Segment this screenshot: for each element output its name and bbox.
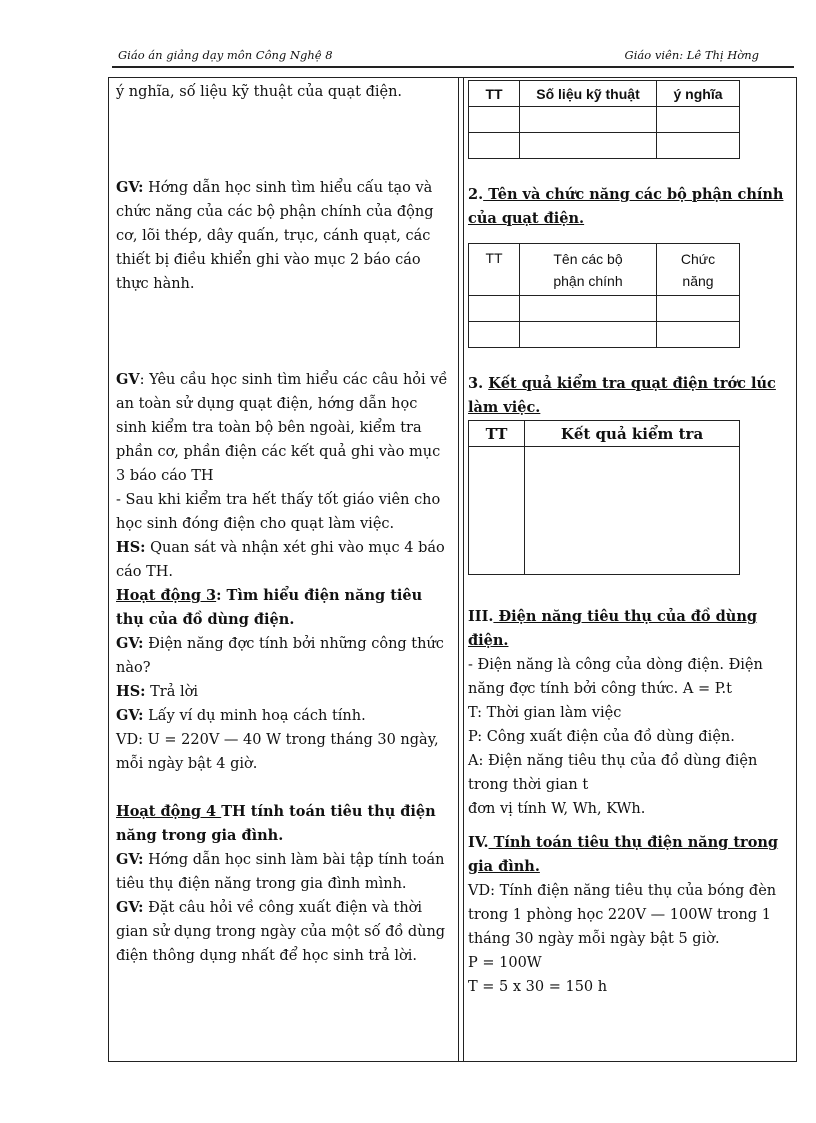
activity-4-heading: Hoạt động 4 TH tính toán tiêu thụ điện năng trong gia đình. xyxy=(116,803,436,844)
check-col-result: Kết quả kiểm tra xyxy=(525,421,740,447)
gv-exercise: GV: Hớng dẫn học sinh làm bài tập tính toán tiêu thụ điện năng trong gia đình mình. xyxy=(116,851,445,892)
hs-answer: HS: Trả lời xyxy=(116,683,199,700)
spec-table xyxy=(468,80,740,159)
table-row xyxy=(469,133,740,159)
table-row xyxy=(469,107,740,133)
table-row xyxy=(469,447,740,575)
header-teacher: Giáo viên: Lê Thị Hờng xyxy=(624,48,759,62)
spec-col-meaning: ý nghĩa xyxy=(657,81,740,107)
check-results-table xyxy=(468,420,740,575)
column-divider xyxy=(458,77,464,1062)
iv-power: P = 100W xyxy=(468,955,542,971)
power-definition: P: Công xuất điện của đồ dùng điện. xyxy=(468,729,735,745)
parts-table xyxy=(468,243,740,348)
section-2-heading: 2. Tên và chức năng các bộ phận chính của quạt điện. xyxy=(468,186,784,227)
parts-col-name: Tên các bộ phận chính xyxy=(520,244,657,296)
teacher-activities-column xyxy=(116,80,452,968)
energy-consumed-definition: A: Điện năng tiêu thụ của đồ dùng điện trong thời gian t xyxy=(468,753,758,793)
activity-3-heading: Hoạt động 3: Tìm hiểu điện năng tiêu thụ của đồ dùng điện. xyxy=(116,587,423,628)
example-text: VD: U = 220V — 40 W trong tháng 30 ngày, mỗi ngày bật 4 giờ. xyxy=(116,732,439,772)
time-definition: T: Thời gian làm việc xyxy=(468,705,622,721)
hs-observe: HS: Quan sát và nhận xét ghi vào mục 4 báo cáo TH. xyxy=(116,539,445,580)
note-power-on: - Sau khi kiểm tra hết thấy tốt giáo viên cho học sinh đóng điện cho quạt làm việc. xyxy=(116,492,441,532)
header-subject: Giáo án giảng dạy môn Công Nghệ 8 xyxy=(118,48,333,62)
gv-formula-question: GV: Điện năng đợc tính bởi những công thức nào? xyxy=(116,635,444,676)
parts-col-tt: TT xyxy=(469,244,520,296)
parts-col-function: Chức năng xyxy=(657,244,740,296)
report-column xyxy=(468,80,792,999)
spec-col-tt: TT xyxy=(469,81,520,107)
energy-definition: - Điện năng là công của dòng điện. Điện năng đợc tính bởi công thức. A = P.t xyxy=(468,657,763,697)
spec-col-data: Số liệu kỹ thuật xyxy=(520,81,657,107)
gv-example: GV: Lấy ví dụ minh hoạ cách tính. xyxy=(116,707,366,724)
table-row xyxy=(469,322,740,348)
iv-example: VD: Tính điện năng tiêu thụ của bóng đèn trong 1 phòng học 220V — 100W trong 1 tháng 30 ngày mỗi ngày bật 5 giờ. xyxy=(468,883,777,947)
table-row xyxy=(469,296,740,322)
gv-guide-structure: GV: Hớng dẫn học sinh tìm hiểu cấu tạo và chức năng của các bộ phận chính của động cơ, lõi thép, dây quấn, trục, cánh quạt, các thiết bị điều khiển ghi vào mục 2 báo cáo thực hành. xyxy=(116,179,434,292)
section-iv-heading: IV. Tính toán tiêu thụ điện năng trong gia đình. xyxy=(468,834,779,875)
check-col-tt: TT xyxy=(469,421,525,447)
header-rule xyxy=(112,66,794,68)
section-iii-heading: III. Điện năng tiêu thụ của đồ dùng điện. xyxy=(468,608,758,649)
iv-time: T = 5 x 30 = 150 h xyxy=(468,979,608,995)
intro-text: ý nghĩa, số liệu kỹ thuật của quạt điện. xyxy=(116,84,403,100)
section-3-heading: 3. Kết quả kiểm tra quạt điện trớc lúc làm việc. xyxy=(468,375,776,416)
units-text: đơn vị tính W, Wh, KWh. xyxy=(468,801,646,817)
gv-safety-check: GV: Yêu cầu học sinh tìm hiểu các câu hỏi về an toàn sử dụng quạt điện, hớng dẫn học sinh kiểm tra toàn bộ bên ngoài, kiểm tra phần cơ, phần điện các kết quả ghi vào mục 3 báo cáo TH xyxy=(116,371,448,484)
gv-question: GV: Đặt câu hỏi về công xuất điện và thời gian sử dụng trong ngày của một số đồ dùng điện thông dụng nhất để học sinh trả lời. xyxy=(116,899,446,964)
